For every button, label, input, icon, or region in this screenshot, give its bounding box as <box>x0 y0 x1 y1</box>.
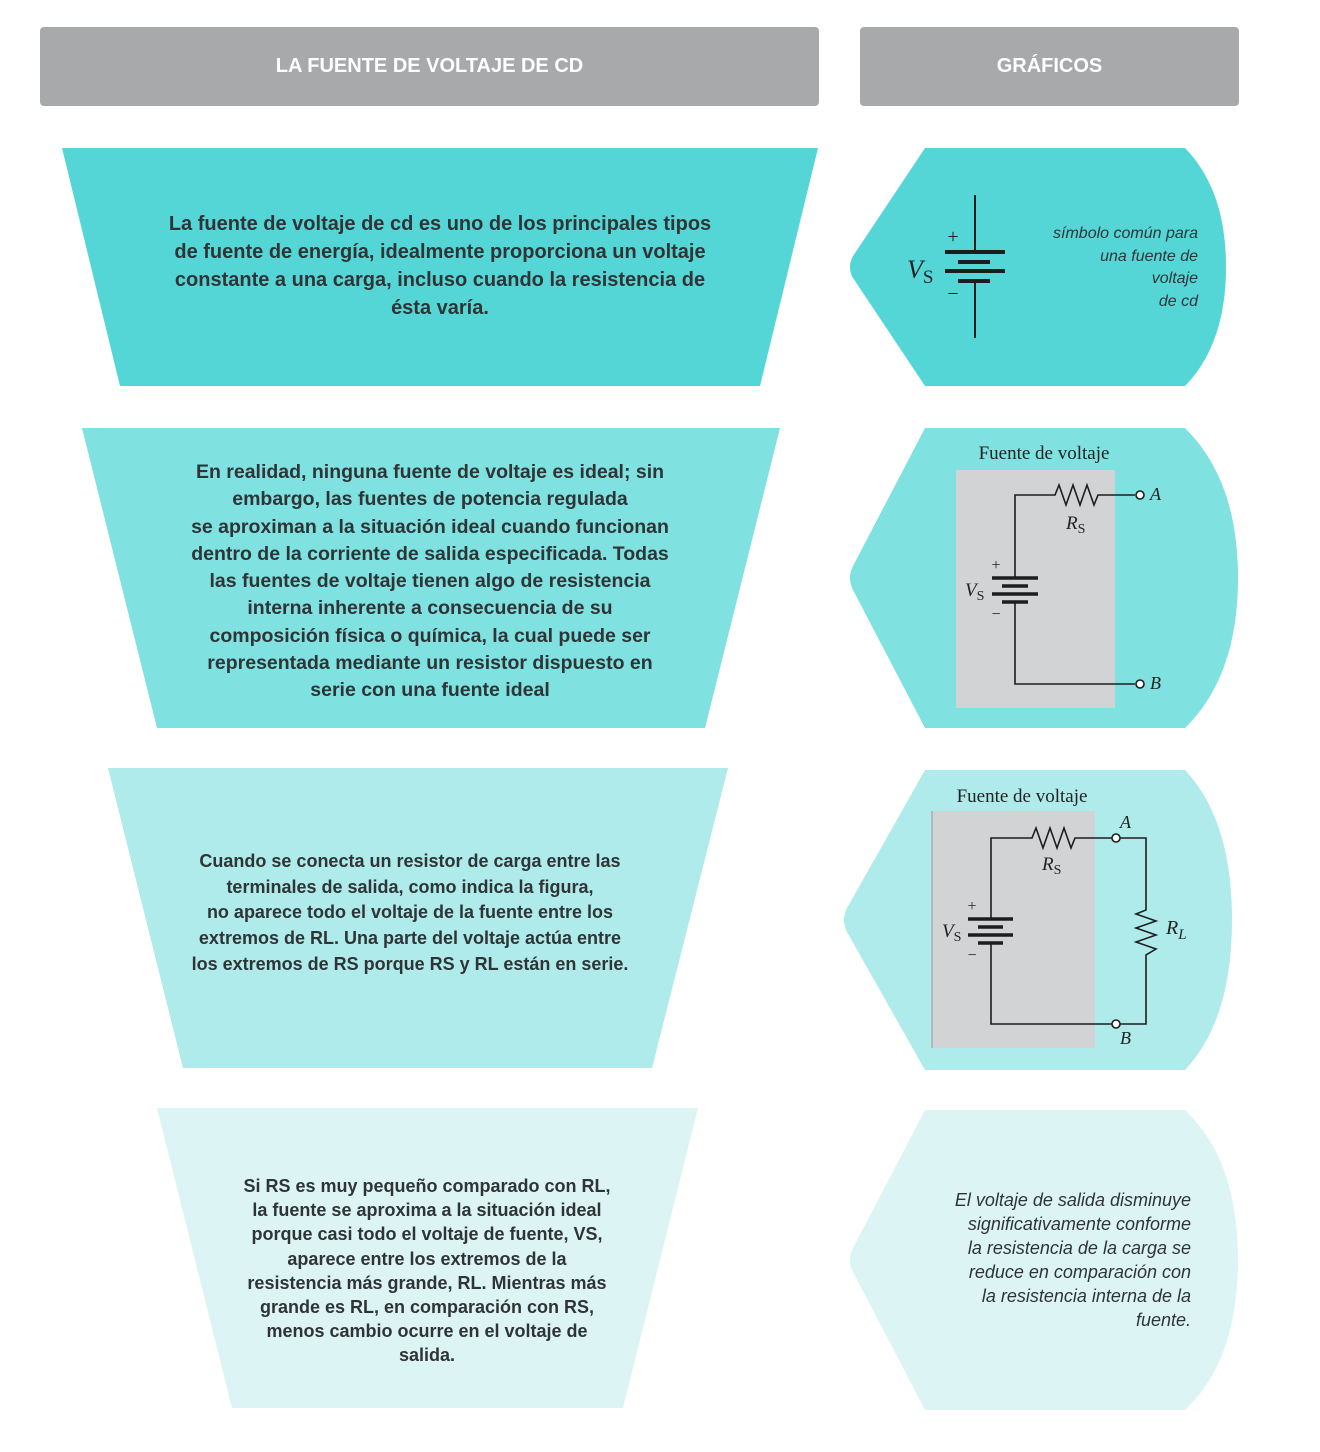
row3-text: Cuando se conecta un resistor de carga entre las terminales de salida, como indica la figura, no aparece todo el voltaje de la fuente entre los extremos de RL. Una parte del voltaje actúa entre los extremos de RS porque RS y RL están en serie. <box>191 851 629 974</box>
svg-text:−: − <box>991 606 1001 623</box>
svg-text:RL: $R_L$ <box>1166 917 1187 943</box>
svg-text:B: B <box>1150 673 1161 693</box>
header-right: GRÁFICOS <box>860 27 1239 106</box>
svg-text:RS: $R_S$ <box>1042 854 1062 878</box>
plus-label: + <box>947 226 959 248</box>
svg-text:A: A <box>1120 812 1131 832</box>
vs-label: VS <box>907 255 934 288</box>
header-left: LA FUENTE DE VOLTAJE DE CD <box>40 27 819 106</box>
svg-text:Fuente de voltaje: Fuente de voltaje <box>978 443 1110 464</box>
svg-text:RS: $R_S$ <box>1066 513 1086 537</box>
svg-text:−: − <box>967 947 977 964</box>
svg-text:B: B <box>1120 1028 1131 1048</box>
svg-text:A: A <box>1150 484 1161 504</box>
row1-text: La fuente de voltaje de cd es uno de los principales tipos de fuente de energía, idealmente proporciona un voltaje constante a una carga, incluso cuando la resistencia de ésta varía. <box>168 213 712 319</box>
row4-text: Si RS es muy pequeño comparado con RL, la fuente se aproxima a la situación ideal porque casi todo el voltaje de fuente, VS, aparece entre los extremos de la resistencia más grande, RL. Mientras más grande es RL, en comparación con RS, menos cambio ocurre en el voltaje de salida. <box>243 1176 611 1366</box>
svg-text:+: + <box>991 557 1001 574</box>
svg-text:VS: $V_S$ <box>965 580 985 604</box>
svg-text:VS: $V_S$ <box>942 921 962 945</box>
row4-caption: El voltaje de salida disminuye significativamente conforme la resistencia de la carga se reduce en comparación con la resistencia interna de la fuente. <box>954 1190 1191 1330</box>
row1-caption: símbolo común para una fuente de voltaje de cd <box>1053 225 1198 310</box>
svg-text:Fuente de voltaje: Fuente de voltaje <box>956 786 1088 807</box>
row2-text: En realidad, ninguna fuente de voltaje es ideal; sin embargo, las fuentes de potencia regulada se aproximan a la situación ideal cuando funcionan dentro de la corriente de salida especificada. Todas las fuentes de voltaje tienen algo de resistencia interna inherente a consecuencia de su composición física o química, la cual puede ser representada mediante un resistor dispuesto en serie con una fuente ideal <box>191 461 669 702</box>
minus-label: − <box>947 283 959 305</box>
svg-text:+: + <box>967 898 977 915</box>
